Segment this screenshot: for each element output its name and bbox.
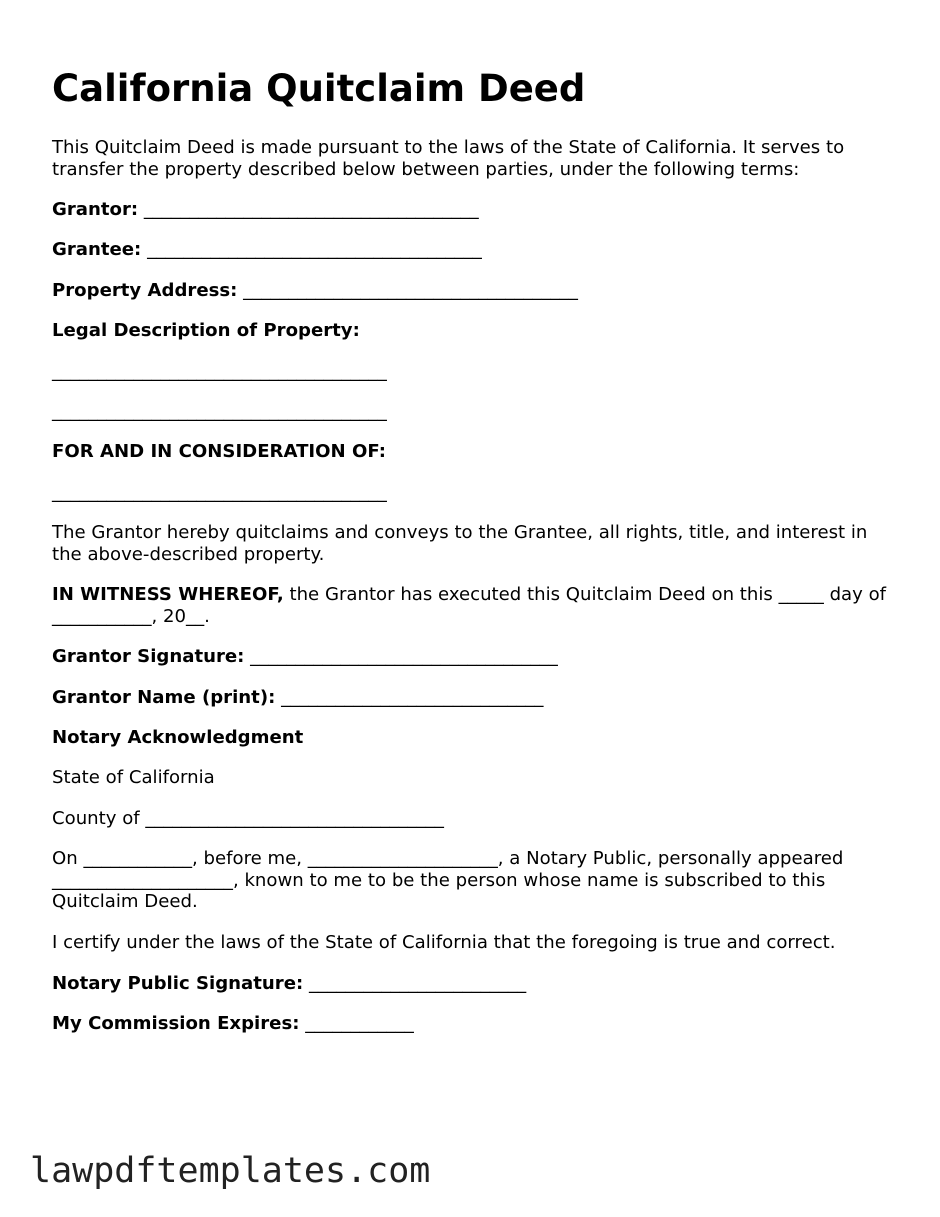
witness-text: the Grantor has executed this Quitclaim Deed on this _____ day of ___________, 20__. [52, 584, 887, 627]
property-address-label: Property Address: [52, 280, 238, 301]
watermark: lawpdftemplates.com [30, 1151, 431, 1191]
notary-signature-blank[interactable]: ________________________ [308, 973, 527, 994]
legal-description-blank-1[interactable]: _____________________________________ [52, 361, 387, 382]
conveyance-paragraph: The Grantor hereby quitclaims and conveys to the Grantee, all rights, title, and interest in the above-described property. [52, 522, 868, 565]
grantor-name-field[interactable] [52, 687, 543, 709]
notary-heading: Notary Acknowledgment [52, 727, 304, 748]
grantor-name-label: Grantor Name (print): [52, 687, 276, 708]
commission-expires-blank[interactable]: ____________ [305, 1013, 414, 1034]
notary-appearance-paragraph: On ____________, before me, _____________________, a Notary Public, personally appeared ____________________, known to me to be the person whose name is subscribed to this Quitclaim Deed. [52, 848, 844, 912]
grantor-name-blank[interactable]: _____________________________ [281, 687, 544, 708]
grantor-label: Grantor: [52, 199, 139, 220]
document-title: California Quitclaim Deed [52, 67, 586, 110]
grantee-field[interactable] [52, 239, 482, 261]
legal-description-blank-2[interactable]: _____________________________________ [52, 401, 387, 422]
notary-county-blank[interactable]: _________________________________ [145, 808, 444, 829]
grantor-blank[interactable]: _____________________________________ [143, 199, 479, 220]
property-address-field[interactable] [52, 280, 578, 302]
notary-certify: I certify under the laws of the State of California that the foregoing is true and correct. [52, 932, 836, 953]
grantor-signature-field[interactable] [52, 646, 558, 668]
grantor-field[interactable] [52, 199, 479, 221]
legal-description-label: Legal Description of Property: [52, 320, 360, 341]
intro-paragraph: This Quitclaim Deed is made pursuant to the laws of the State of California. It serves to transfer the property described below between parties, under the following terms: [52, 137, 845, 180]
commission-expires-field[interactable] [52, 1013, 414, 1035]
notary-signature-field[interactable] [52, 973, 526, 995]
grantor-signature-blank[interactable]: __________________________________ [250, 646, 558, 667]
grantee-label: Grantee: [52, 239, 142, 260]
property-address-blank[interactable]: _____________________________________ [243, 280, 578, 301]
consideration-blank[interactable]: _____________________________________ [52, 482, 387, 503]
consideration-label: FOR AND IN CONSIDERATION OF: [52, 441, 386, 462]
grantor-signature-label: Grantor Signature: [52, 646, 245, 667]
notary-county-label: County of [52, 808, 140, 829]
notary-state: State of California [52, 767, 215, 788]
notary-county-field[interactable] [52, 808, 444, 830]
witness-lead: IN WITNESS WHEREOF, [52, 584, 284, 605]
witness-paragraph [52, 584, 892, 627]
grantee-blank[interactable]: _____________________________________ [147, 239, 482, 260]
notary-signature-label: Notary Public Signature: [52, 973, 304, 994]
commission-expires-label: My Commission Expires: [52, 1013, 300, 1034]
